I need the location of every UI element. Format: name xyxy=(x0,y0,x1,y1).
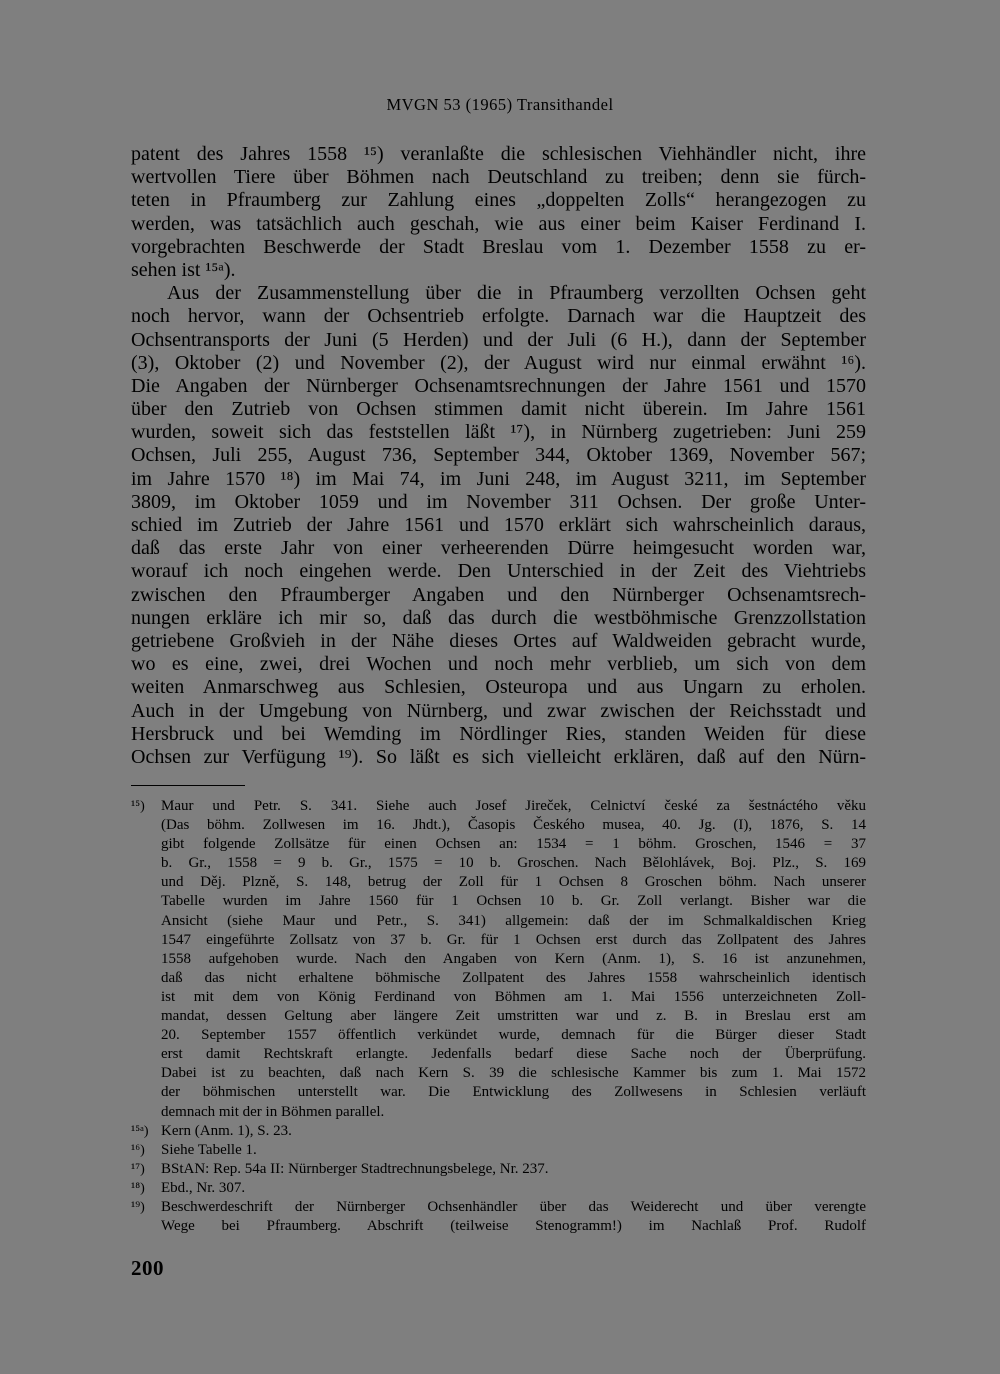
body-line: Hersbruck und bei Wemding im Nördlinger Ries, standen Weiden für diese xyxy=(131,722,866,745)
body-line: zwischen den Pfraumberger Angaben und den Nürnberger Ochsenamtsrech- xyxy=(131,583,866,606)
footnote-body xyxy=(161,797,866,1122)
footnote-line: ist mit dem von König Ferdinand von Böhmen am 1. Mai 1556 unterzeichneten Zoll- xyxy=(161,988,866,1005)
footnote-18 xyxy=(131,1179,866,1198)
footnote-15a xyxy=(131,1122,866,1141)
body-line: nungen erkläre ich mir so, daß das durch die westböhmische Grenzzollstation xyxy=(131,606,866,629)
body-line: werden, was tatsächlich auch geschah, wie aus einer beim Kaiser Ferdinand I. xyxy=(131,212,866,235)
footnote-line: 20. September 1557 öffentlich verkündet wurde, demnach für die Bürger dieser Stadt xyxy=(161,1027,866,1044)
footnote-line: Wege bei Pfraumberg. Abschrift (teilweise Stenogramm!) im Nachlaß Prof. Rudolf xyxy=(161,1218,866,1235)
body-line: teten in Pfraumberg zur Zahlung eines „doppelten Zolls“ herangezogen zu xyxy=(131,189,866,212)
footnote-line: (Das böhm. Zollwesen im 16. Jhdt.), Časopis Českého musea, 40. Jg. (I), 1876, S. 14 xyxy=(161,817,866,834)
footnote-line: Kern (Anm. 1), S. 23. xyxy=(161,1122,292,1139)
footnote-line: Ebd., Nr. 307. xyxy=(161,1179,246,1196)
body-line: wo es eine, zwei, drei Wochen und noch mehr verblieb, um sich von dem xyxy=(131,653,866,676)
footnote-line: Siehe Tabelle 1. xyxy=(161,1141,257,1158)
footnote-marker: ¹⁵) xyxy=(131,799,145,814)
footnote-15 xyxy=(131,797,866,1122)
body-line: Die Angaben der Nürnberger Ochsenamtsrechnungen der Jahre 1561 und 1570 xyxy=(131,374,866,397)
footnote-line: 1547 eingeführte Zollsatz von 37 b. Gr. für 1 Ochsen erst durch das Zollpatent des Jahres xyxy=(161,931,866,948)
body-line: Ochsen, Juli 255, August 736, September 344, Oktober 1369, November 567; xyxy=(131,444,866,467)
footnotes xyxy=(131,797,866,1236)
footnote-marker: ¹⁹) xyxy=(131,1199,145,1215)
footnote-marker: ¹⁸) xyxy=(131,1180,145,1196)
footnote-body xyxy=(161,1160,866,1179)
footnote-marker: ¹⁷) xyxy=(131,1161,145,1177)
running-head: MVGN 53 (1965) Transithandel xyxy=(386,95,614,114)
body-line: schied im Zutrieb der Jahre 1561 und 1570 erklärt sich wahrscheinlich daraus, xyxy=(131,514,866,536)
footnote-line: 1558 aufgehoben wurde. Nach den Angaben von Kern (Anm. 1), S. 16 ist anzunehmen, xyxy=(161,950,866,967)
body-line: weiten Anmarschweg aus Schlesien, Osteuropa und aus Ungarn zu erholen. xyxy=(131,676,866,699)
body-line: getriebene Großvieh in der Nähe dieses Ortes auf Waldweiden gebracht wurde, xyxy=(131,629,866,652)
footnote-line: b. Gr., 1558 = 9 b. Gr., 1575 = 10 b. Groschen. Nach Bělohlávek, Boj. Plz., S. 169 xyxy=(161,855,866,872)
body-line: wertvollen Tiere über Böhmen nach Deutschland zu treiben; denn sie fürch- xyxy=(131,166,866,189)
footnote-rule xyxy=(131,785,245,786)
footnote-line: Beschwerdeschrift der Nürnberger Ochsenhändler über das Weiderecht und über verengte xyxy=(161,1198,866,1215)
footnote-body xyxy=(161,1198,866,1236)
body-line: 3809, im Oktober 1059 und im November 311 Ochsen. Der große Unter- xyxy=(131,490,866,513)
body-line: Auch in der Umgebung von Nürnberg, und zwar zwischen der Reichsstadt und xyxy=(131,699,866,722)
page-number: 200 xyxy=(131,1256,164,1280)
footnote-line: Dabei ist zu beachten, daß nach Kern S. 39 die schlesische Kammer bis zum 1. Mai 1572 xyxy=(161,1065,866,1082)
body-line: Ochsen zur Verfügung ¹⁹). So läßt es sich vielleicht erklären, daß auf den Nürn- xyxy=(131,745,866,768)
body-line: über den Zutrieb von Ochsen stimmen damit nicht überein. Im Jahre 1561 xyxy=(131,398,866,421)
body-line: im Jahre 1570 ¹⁸) im Mai 74, im Juni 248, im August 3211, im September xyxy=(131,467,866,490)
footnote-line: BStAN: Rep. 54a II: Nürnberger Stadtrechnungsbelege, Nr. 237. xyxy=(161,1160,549,1177)
footnote-line: demnach mit der in Böhmen parallel. xyxy=(161,1103,385,1120)
footnote-line: erst damit Rechtskraft erlangte. Jedenfalls bedarf diese Sache noch der Überprüfung. xyxy=(161,1046,866,1063)
footnote-line: der böhmischen unterstellt war. Die Entwicklung des Zollwesens in Schlesien verläuft xyxy=(161,1084,866,1101)
footnote-19 xyxy=(131,1198,866,1236)
footnote-line: und Děj. Plzně, S. 148, betrug der Zoll für 1 Ochsen 8 Groschen böhm. Nach unserer xyxy=(161,874,866,891)
body-line: daß das erste Jahr von einer verheerenden Dürre heimgesucht worden war, xyxy=(131,537,866,560)
body-line: (3), Oktober (2) und November (2), der August wird nur einmal erwähnt ¹⁶). xyxy=(131,351,866,374)
footnote-marker: ¹⁵ᵃ) xyxy=(131,1123,149,1139)
footnote-line: mandat, dessen Geltung aber längere Zeit umstritten war und z. B. in Breslau erst am xyxy=(161,1008,866,1025)
footnote-17 xyxy=(131,1160,866,1179)
footnote-16 xyxy=(131,1141,866,1160)
body-line: sehen ist ¹⁵ᵃ). xyxy=(131,258,236,281)
footnote-body xyxy=(161,1122,866,1141)
body-line: noch hervor, wann der Ochsentrieb erfolgte. Darnach war die Hauptzeit des xyxy=(131,305,866,328)
footnote-line: Ansicht (siehe Maur und Petr., S. 341) allgemein: daß der im Schmalkaldischen Krieg xyxy=(161,912,866,929)
footnote-line: gibt folgende Zollsätze für einen Ochsen an: 1534 = 1 böhm. Groschen, 1546 = 37 xyxy=(161,836,866,853)
body-line: worauf ich noch eingehen werde. Den Unterschied in der Zeit des Viehtriebs xyxy=(131,560,866,583)
footnote-line: daß das nicht erhaltene böhmische Zollpatent des Jahres 1558 wahrscheinlich identisch xyxy=(161,969,866,986)
body-line: vorgebrachten Beschwerde der Stadt Breslau vom 1. Dezember 1558 zu er- xyxy=(131,235,866,258)
footnote-marker: ¹⁶) xyxy=(131,1142,145,1158)
body-line: Aus der Zusammenstellung über die in Pfraumberg verzollten Ochsen geht xyxy=(167,282,866,305)
body-line: patent des Jahres 1558 ¹⁵) veranlaßte die schlesischen Viehhändler nicht, ihre xyxy=(131,143,866,165)
footnote-line: Maur und Petr. S. 341. Siehe auch Josef Jireček, Celnictví české za šestnáctého věku xyxy=(161,798,866,814)
footnote-body xyxy=(161,1179,866,1198)
body-line: wurden, soweit sich das feststellen läßt ¹⁷), in Nürnberg zugetrieben: Juni 259 xyxy=(131,421,866,444)
footnote-body xyxy=(161,1141,866,1160)
body-line: Ochsentransports der Juni (5 Herden) und der Juli (6 H.), dann der September xyxy=(131,328,866,351)
footnote-line: Tabelle wurden im Jahre 1560 für 1 Ochsen 10 b. Gr. Zoll verlangt. Bisher war die xyxy=(161,893,866,910)
body-text xyxy=(131,143,866,769)
